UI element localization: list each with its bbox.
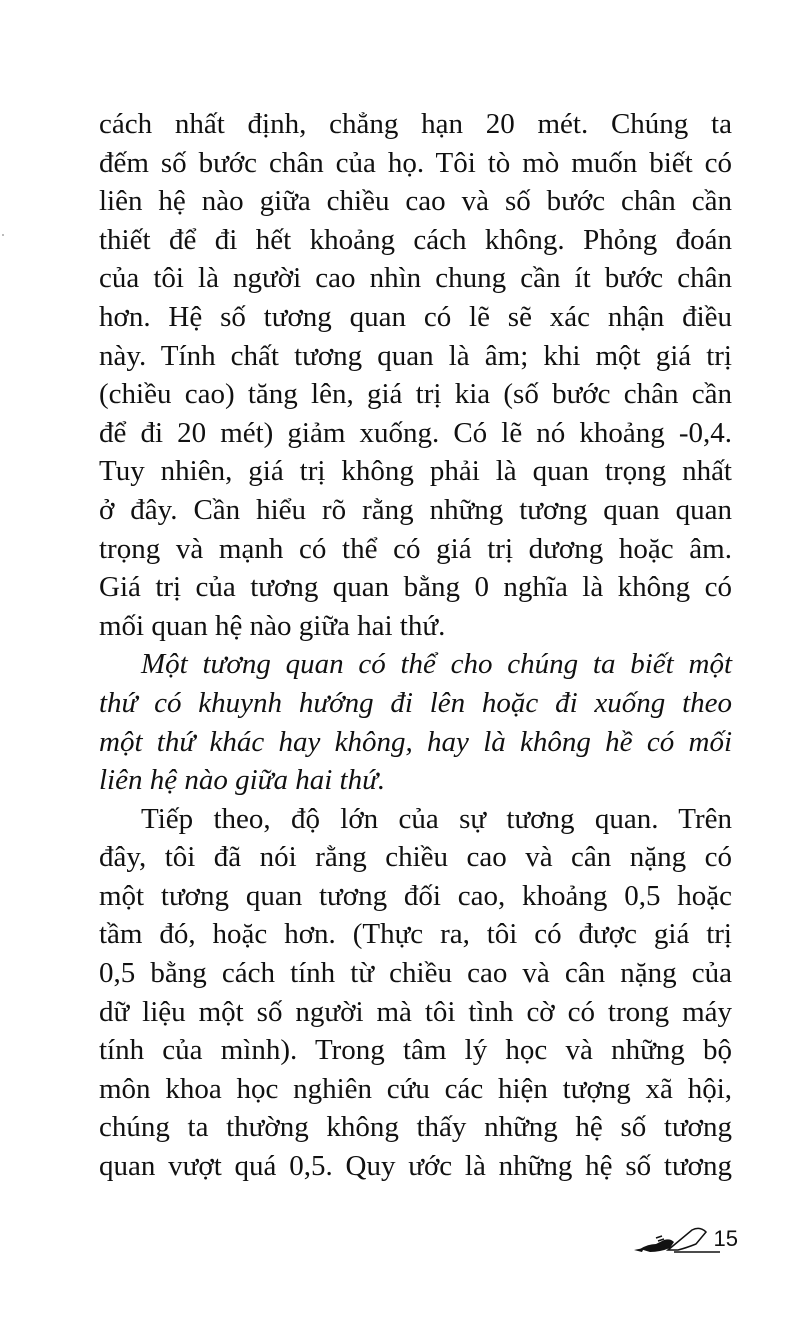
text-line: Tuy nhiên, giá trị không phải là quan trọng nhất <box>99 455 732 488</box>
text-line: đây, tôi đã nói rằng chiều cao và cân nặng có <box>99 841 732 874</box>
page-footer <box>630 1222 740 1262</box>
paragraph-1 <box>99 105 732 645</box>
text-line: một tương quan tương đối cao, khoảng 0,5 hoặc <box>99 879 732 912</box>
text-line: Một tương quan có thể cho chúng ta biết một <box>141 648 732 681</box>
text-line: liên hệ nào giữa chiều cao và số bước chân cần <box>99 185 732 218</box>
text-line: này. Tính chất tương quan là âm; khi một giá trị <box>99 339 732 372</box>
text-line: chúng ta thường không thấy những hệ số tương <box>99 1111 732 1144</box>
text-line: tính của mình). Trong tâm lý học và những bộ <box>99 1034 732 1067</box>
text-line: dữ liệu một số người mà tôi tình cờ có trong máy <box>99 995 732 1028</box>
text-line: đếm số bước chân của họ. Tôi tò mò muốn biết có <box>99 146 732 179</box>
text-line: liên hệ nào giữa hai thứ. <box>99 764 386 797</box>
text-line: Tiếp theo, độ lớn của sự tương quan. Trên <box>141 802 732 835</box>
paragraph-2-highlight-quote <box>99 645 732 799</box>
text-line: hơn. Hệ số tương quan có lẽ sẽ xác nhận điều <box>99 300 732 333</box>
page-number: 15 <box>713 1226 738 1251</box>
scan-speck <box>2 234 4 236</box>
text-line: Giá trị của tương quan bằng 0 nghĩa là không có <box>99 571 732 604</box>
text-line: cách nhất định, chẳng hạn 20 mét. Chúng ta <box>99 108 732 140</box>
text-line: mối quan hệ nào giữa hai thứ. <box>99 609 446 642</box>
paragraph-3 <box>99 800 732 1186</box>
text-line: của tôi là người cao nhìn chung cần ít bước chân <box>99 262 732 295</box>
text-line: quan vượt quá 0,5. Quy ước là những hệ số tương <box>99 1150 732 1183</box>
text-line: trọng và mạnh có thể có giá trị dương hoặc âm. <box>99 532 732 565</box>
text-line: để đi 20 mét) giảm xuống. Có lẽ nó khoảng -0,4. <box>99 416 732 449</box>
text-line: 0,5 bằng cách tính từ chiều cao và cân nặng của <box>99 957 732 990</box>
text-line: một thứ khác hay không, hay là không hề có mối <box>99 725 732 758</box>
text-line: môn khoa học nghiên cứu các hiện tượng xã hội, <box>99 1072 732 1105</box>
text-line: thứ có khuynh hướng đi lên hoặc đi xuống theo <box>99 686 732 719</box>
page-body <box>99 105 732 1186</box>
text-line: (chiều cao) tăng lên, giá trị kia (số bước chân cần <box>99 378 732 411</box>
quill-pen-icon <box>630 1222 720 1256</box>
text-line: ở đây. Cần hiểu rõ rằng những tương quan quan <box>99 493 732 526</box>
text-line: tầm đó, hoặc hơn. (Thực ra, tôi có được giá trị <box>99 918 732 951</box>
text-line: thiết để đi hết khoảng cách không. Phỏng đoán <box>99 223 732 256</box>
